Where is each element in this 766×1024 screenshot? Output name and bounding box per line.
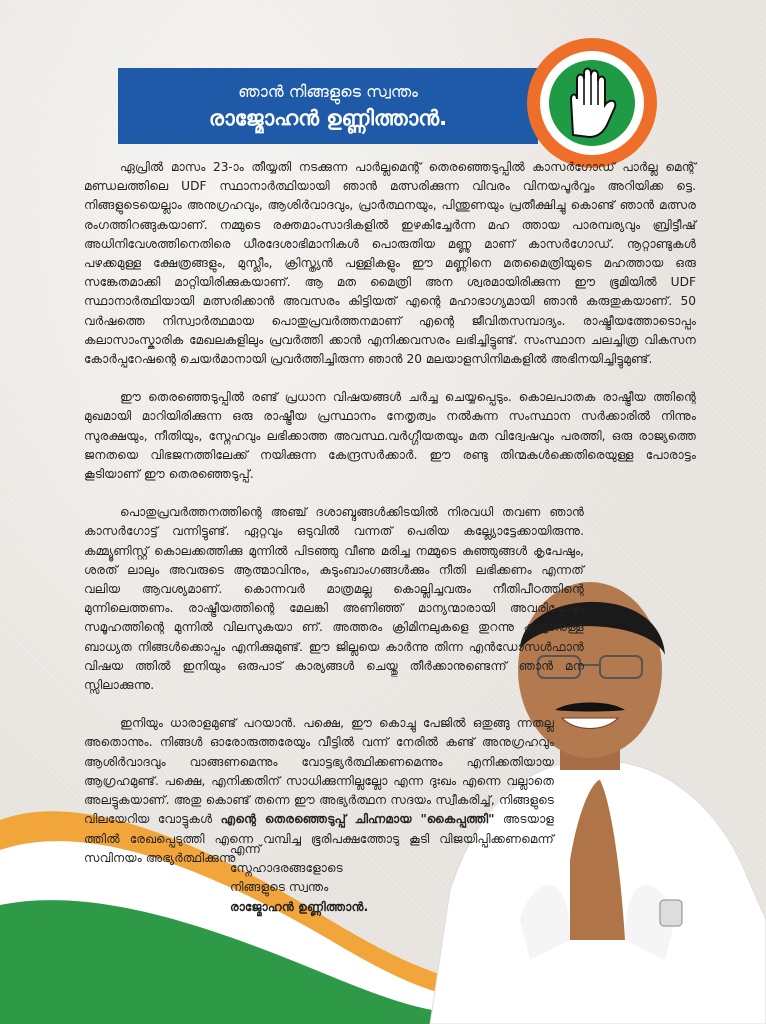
signature-line-2: സ്നേഹാദരങ്ങളോടെ [230, 861, 343, 876]
signature-line-3: നിങ്ങളുടെ സ്വന്തം [230, 880, 329, 895]
banner-line-2: രാജ്മോഹൻ ഉണ്ണിത്താൻ. [208, 106, 448, 130]
symbol-appeal: എന്റെ തെരഞ്ഞെടുപ്പ് ചിഹ്നമായ "കൈപ്പത്തി" [220, 812, 495, 827]
party-logo [527, 38, 657, 168]
paragraph-3: പൊതുപ്രവർത്തനത്തിന്റെ അഞ്ച് ദശാബ്ദങ്ങൾക്കിടയിൽ നിരവധി തവണ ഞാൻ കാസർഗോട്ട് വന്നിട്ടുണ്ട്. ഏറ്റവും ഒടുവിൽ വന്നത് പെരിയ കല്ല്യോട്ടേക്കായിരുന്നു. കമ്മ്യൂണിസ്റ്റ് കൊലക്കത്തിക്കു മുന്നിൽ പിടഞ്ഞു വീണു മരിച്ച നമ്മുടെ കുഞ്ഞുങ്ങൾ കൃപേഷും, ശരത് ലാലും അവരുടെ ആത്മാവിനും, കുടുംബാംഗങ്ങൾക്കും നീതി ലഭിക്കണം എന്നത് വലിയ ആവശ്യമാണ്. കൊന്നവർ മാത്രമല്ല കൊല്ലിച്ചവരും നീതിപീഠത്തിന്റെ മുന്നിലെത്തണം. രാഷ്ട്രീയത്തിന്റെ മേലങ്കി അണിഞ്ഞ് മാന്യന്മാരായി അവരിപ്പോഴും സമൂഹത്തിന്റെ മുന്നിൽ വിലസുകയാ ണ്. അത്തരം ക്രിമിനലുകളെ തുറന്നു കാട്ടാനുള്ള ബാധ്യത നിങ്ങൾക്കൊപ്പം എനിക്കുമുണ്ട്. ഈ ജില്ലയെ കാർന്നു തിന്ന എൻഡോസൾഫാൻ വിഷയ ത്തിൽ ഇനിയും ഒരുപാട് കാര്യങ്ങൾ ചെയ്തു തീർക്കാനുണ്ടെന്ന് ഞാൻ മന സ്സിലാക്കുന്നു. [84, 505, 584, 693]
banner-line-1: ഞാൻ നിങ്ങളുടെ സ്വന്തം [238, 82, 418, 101]
header-banner [118, 68, 538, 144]
appeal-tail: അടയാള ത്തിൽ രേഖപ്പെടുത്തി എന്നെ വമ്പിച്ച ഭൂരിപക്ഷത്തോടു കൂടി വിജയിപ്പിക്കണമെന്ന് സവിനയം അഭ്യർത്ഥിക്കുന്നു [84, 812, 555, 865]
hand-symbol-icon [557, 65, 627, 141]
signature-name: രാജ്മോഹൻ ഉണ്ണിത്താൻ. [230, 899, 369, 914]
signature-line-1: എന്ന് [230, 842, 262, 856]
letter-body [84, 158, 696, 868]
paragraph-1: ഏപ്രിൽ മാസം 23-ാം തീയ്യതി നടക്കുന്ന പാർല്ലമെന്റ് തെരഞ്ഞെടുപ്പിൽ കാസർഗോഡ് പാർല്ല മെന്റ് മണ്ഡലത്തിലെ UDF സ്ഥാനാർത്ഥിയായി ഞാൻ മത്സരിക്കുന്ന വിവരം വിനയപൂർവ്വം അറിയിക്ക ട്ടെ. നിങ്ങളുടെയെല്ലാം അനുഗ്രഹവും, ആശിർവാദവും, പ്രാർത്ഥനയും, പിന്തുണയും പ്രതീക്ഷിച്ചു കൊണ്ട് ഞാൻ മത്സര രംഗത്തിറങ്ങുകയാണ്. നമ്മുടെ രക്തമാംസാദികളിൽ ഇഴകിച്ചേർന്ന മഹ ത്തായ പാരമ്പര്യവും ബ്രിട്ടീഷ് അധിനിവേശത്തിനെതിരെ ധീരദേശാഭിമാനികൾ പൊരുതിയ മണ്ണു മാണ് കാസർഗോഡ്. നൂറ്റാണ്ടുകൾ പഴക്കമുള്ള ക്ഷേത്രങ്ങളും, മുസ്ലീം, ക്രിസ്ത്യൻ പള്ളികളും ഈ മണ്ണിനെ മതമൈത്രിയുടെ മഹത്തായ ഒരു സങ്കേതമാക്കി മാറ്റിയിരിക്കുകയാണ്. ആ മത മൈത്രി അന ശ്വരമായിരിക്കുന്ന ഈ ഭൂമിയിൽ UDF സ്ഥാനാർത്ഥിയായി മത്സരിക്കാൻ അവസരം കിട്ടിയത് എന്റെ മഹാഭാഗ്യമായി ഞാൻ കരുതുകയാണ്. 50 വർഷത്തെ നിസ്വാർത്ഥമായ പൊതുപ്രവർത്തനമാണ് എന്റെ ജീവിതസമ്പാദ്യം. രാഷ്ട്രീയത്തോടൊപ്പം കലാസാംസ്കാരിക മേഖലകളിലും പ്രവർത്തി ക്കാൻ എനിക്കവസരം ലഭിച്ചിട്ടുണ്ട്. സംസ്ഥാന ചലച്ചിത്ര വികസന കോർപ്പറേഷന്റെ ചെയർമാനായി പ്രവർത്തിച്ചിരുന്ന ഞാൻ 20 മലയാളസിനിമകളിൽ അഭിനയിച്ചിട്ടുമുണ്ട്. [84, 160, 696, 367]
paragraph-4-text: ഇനിയും ധാരാളമുണ്ട് പറയാൻ. പക്ഷെ, ഈ കൊച്ചു പേജിൽ ഒതുങ്ങു ന്നതല്ല അതൊന്നും. നിങ്ങൾ ഓരോരുത്തരേയും വീട്ടിൽ വന്ന് നേരിൽ കണ്ട് അനുഗ്രഹവും ആശിർവാദവും വാങ്ങണമെന്നും വോട്ടഭ്യർത്ഥിക്കണമെന്നും എനിക്കതിയായ ആഗ്രഹമുണ്ട്. പക്ഷെ, എനിക്കതിന് സാധിക്കുന്നില്ലല്ലോ എന്ന ദുഃഖം എന്നെ വല്ലാതെ അലട്ടുകയാണ്. അതു കൊണ്ട് തന്നെ ഈ അഭ്യർത്ഥന സദയം സ്വീകരിച്ച്, നിങ്ങളുടെ വിലയേറിയ വോട്ടുകൾ [84, 716, 554, 827]
signature-block [230, 840, 368, 917]
paragraph-2: ഈ തെരഞ്ഞെടുപ്പിൽ രണ്ട് പ്രധാന വിഷയങ്ങൾ ചർച്ച ചെയ്യപ്പെടും. കൊലപാതക രാഷ്ട്രീയ ത്തിന്റെ മുഖമായി മാറിയിരിക്കുന്ന ഒരു രാഷ്ട്രീയ പ്രസ്ഥാനം നേതൃത്വം നൽകുന്ന സംസ്ഥാന സർക്കാരിൽ നിന്നും സുരക്ഷയും, നീതിയും, സ്നേഹവും ലഭിക്കാത്ത അവസ്ഥ.വർഗ്ഗീയതയും മത വിദ്വേഷവും പരത്തി, ഒരു രാജ്യത്തെ ജനതയെ വിഭജനത്തിലേക്ക് നയിക്കുന്ന കേന്ദ്രസർക്കാർ. ഈ രണ്ടു തിന്മകൾക്കെതിരെയുള്ള പോരാട്ടം കൂടിയാണ് ഈ തെരഞ്ഞെടുപ്പ്. [84, 390, 696, 482]
